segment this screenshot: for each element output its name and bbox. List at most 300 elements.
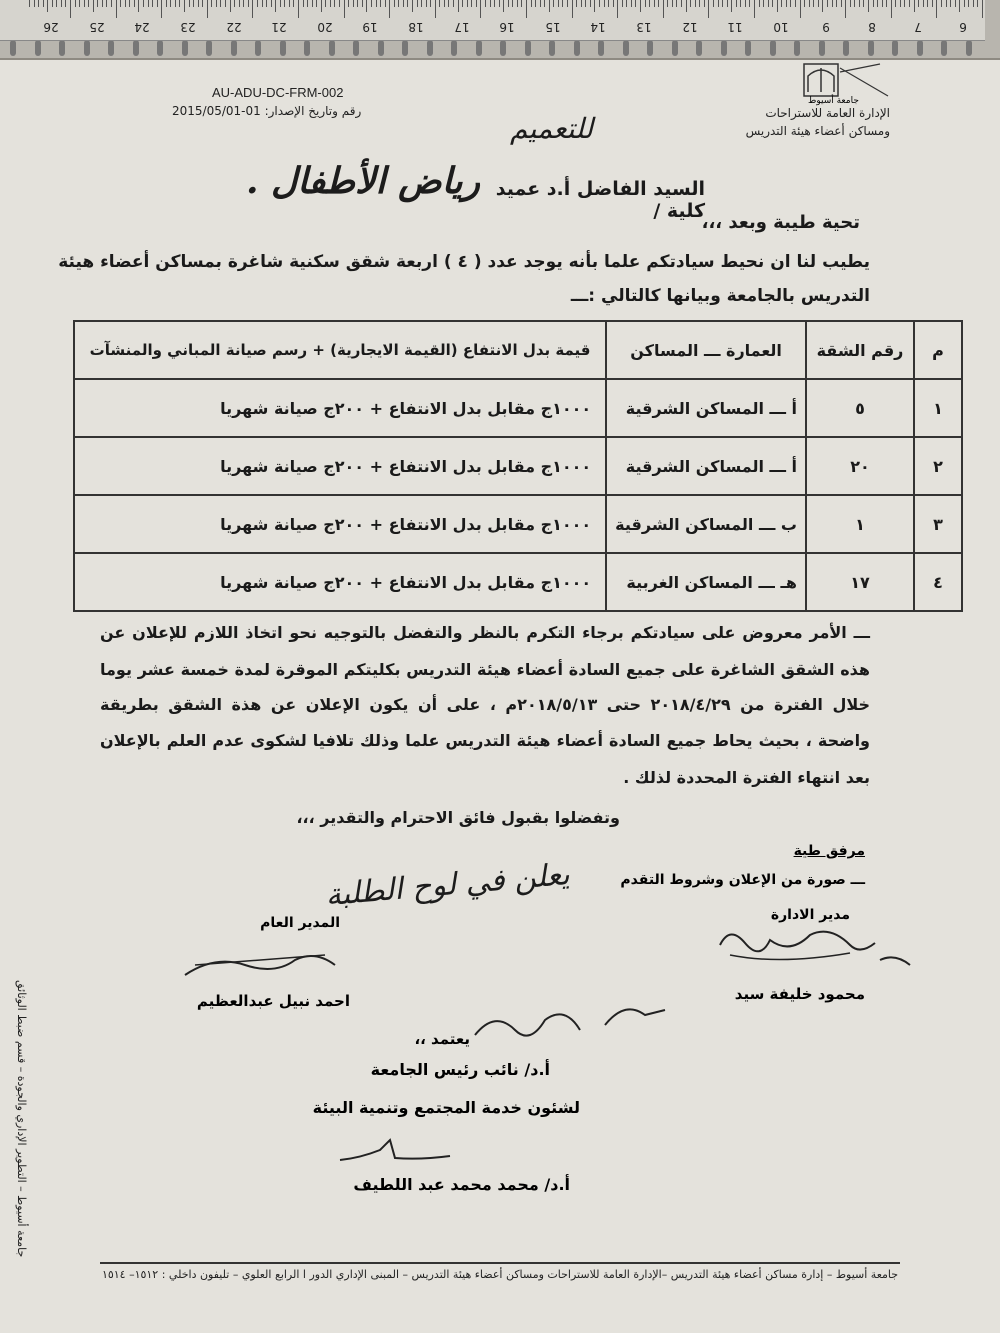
ruler-minor-tick	[695, 0, 696, 7]
table-body	[74, 379, 962, 611]
paragraph-line-2: هذه الشقق الشاغرة على جميع السادة أعضاء هيئة التدريس بكليتكم الموقرة لمدة خمسة عشر يوما	[100, 660, 870, 679]
ruler-minor-tick	[713, 0, 714, 7]
ruler-minor-tick	[562, 0, 563, 7]
clip-ring	[10, 40, 16, 56]
ruler-minor-tick	[763, 0, 764, 7]
ruler-number: 7	[913, 20, 922, 34]
ruler-number: 26	[43, 20, 59, 34]
clip-ring	[892, 40, 898, 56]
clip-ring	[353, 40, 359, 56]
ruler-minor-tick	[818, 0, 819, 7]
clip-ring	[182, 40, 188, 56]
ruler-minor-tick	[873, 0, 874, 7]
ruler-minor-tick	[189, 0, 190, 7]
apartments-table	[73, 320, 963, 612]
approval-label: يعتمد ،،	[414, 1030, 470, 1048]
ruler-major-tick	[982, 0, 983, 18]
ruler-minor-tick	[307, 0, 308, 7]
ruler-minor-tick	[366, 0, 367, 12]
ruler-minor-tick	[284, 0, 285, 7]
ruler-minor-tick	[439, 0, 440, 7]
ruler-minor-tick	[426, 0, 427, 7]
clip-ring	[745, 40, 751, 56]
ruler-minor-tick	[795, 0, 796, 7]
ruler-minor-tick	[75, 0, 76, 7]
ruler-minor-tick	[895, 0, 896, 7]
paragraph-line-3: خلال الفترة من ٢٠١٨/٤/٢٩ حتى ٢٠١٨/٥/١٣م ، على أن يكون الإعلان عن هذة الشقق بطريقة	[100, 695, 871, 714]
ruler-number: 11	[727, 20, 743, 34]
ruler-minor-tick	[549, 0, 550, 12]
approval-name: أ.د/ محمد محمد عبد اللطيف	[353, 1175, 570, 1194]
greeting: تحية طيبة وبعد ،،،	[701, 212, 860, 233]
ruler-minor-tick	[813, 0, 814, 7]
ruler-minor-tick	[521, 0, 522, 7]
ruler-minor-tick	[262, 0, 263, 7]
ruler-minor-tick	[690, 0, 691, 7]
ruler-minor-tick	[430, 0, 431, 7]
ruler-minor-tick	[868, 0, 869, 12]
ruler-minor-tick	[850, 0, 851, 7]
general-manager-name: احمد نبيل عبدالعظيم	[196, 992, 350, 1010]
ruler-minor-tick	[56, 0, 57, 7]
rent-value: ١٠٠٠ج مقابل بدل الانتفاع + ٢٠٠ج صيانة شهريا	[74, 495, 606, 553]
ruler-minor-tick	[909, 0, 910, 7]
ruler-minor-tick	[959, 0, 960, 12]
ruler-minor-tick	[946, 0, 947, 7]
ruler-minor-tick	[918, 0, 919, 7]
ruler-minor-tick	[220, 0, 221, 7]
building-name: أ ـــ المساكن الشرقية	[606, 379, 806, 437]
approval-signature	[455, 995, 675, 1055]
ruler-minor-tick	[503, 0, 504, 12]
apartment-number: ٥	[806, 379, 914, 437]
ruler-minor-tick	[608, 0, 609, 7]
ruler-minor-tick	[512, 0, 513, 7]
clip-ring	[476, 40, 482, 56]
ruler-minor-tick	[599, 0, 600, 7]
clip-ring	[280, 40, 286, 56]
issue-date-label: رقم وتاريخ الإصدار:	[264, 104, 362, 118]
clip-ring	[770, 40, 776, 56]
clip-ring	[549, 40, 555, 56]
ruler-minor-tick	[745, 0, 746, 7]
table-row	[74, 553, 962, 611]
clip-ring	[427, 40, 433, 56]
ruler-minor-tick	[941, 0, 942, 7]
clip-ring	[133, 40, 139, 56]
ruler-minor-tick	[120, 0, 121, 7]
ruler-major-tick	[344, 0, 345, 18]
intro-line-1: يطيب لنا ان نحيط سيادتكم علما بأنه يوجد عدد ( ٤ ) اربعة شقق سكنية شاغرة بمساكن أعضاء هيئة	[58, 252, 870, 272]
ruler-minor-tick	[977, 0, 978, 7]
ruler-minor-tick	[676, 0, 677, 7]
ruler-number: 19	[362, 20, 379, 34]
ruler-minor-tick	[736, 0, 737, 7]
ruler-minor-tick	[339, 0, 340, 7]
ruler-minor-tick	[467, 0, 468, 7]
apartment-number: ١	[806, 495, 914, 553]
clip-ring	[794, 40, 800, 56]
logo-caption: جامعة أسيوط	[808, 96, 859, 106]
ruler-number: 9	[822, 20, 831, 34]
ruler-minor-tick	[772, 0, 773, 7]
ruler-minor-tick	[585, 0, 586, 7]
ruler-minor-tick	[444, 0, 445, 7]
attachment-label: مرفق طية	[793, 843, 865, 859]
ruler-minor-tick	[380, 0, 381, 7]
ruler-major-tick	[708, 0, 709, 18]
clip-ring	[941, 40, 947, 56]
ruler-minor-tick	[471, 0, 472, 7]
ruler-minor-tick	[138, 0, 139, 12]
ruler-minor-tick	[531, 0, 532, 7]
ruler-minor-tick	[604, 0, 605, 7]
ruler-minor-tick	[900, 0, 901, 7]
ruler-minor-tick	[854, 0, 855, 7]
ruler-major-tick	[252, 0, 253, 18]
ruler-minor-tick	[955, 0, 956, 7]
clip-ring	[451, 40, 457, 56]
director-title: مدير الادارة	[770, 907, 850, 923]
ruler-minor-tick	[79, 0, 80, 7]
ruler-minor-tick	[448, 0, 449, 7]
ruler-minor-tick	[334, 0, 335, 7]
clip-ring	[966, 40, 972, 56]
ruler-minor-tick	[749, 0, 750, 7]
ruler-minor-tick	[316, 0, 317, 7]
ruler-major-tick	[845, 0, 846, 18]
ruler-minor-tick	[718, 0, 719, 7]
ruler-minor-tick	[88, 0, 89, 7]
ruler-number: 25	[89, 20, 105, 34]
building-name: هـ ـــ المساكن الغربية	[606, 553, 806, 611]
ruler-minor-tick	[211, 0, 212, 7]
ruler-minor-tick	[877, 0, 878, 7]
ruler-minor-tick	[357, 0, 358, 7]
ruler-minor-tick	[613, 0, 614, 7]
general-manager-signature	[175, 935, 355, 985]
ruler-number: 24	[134, 20, 151, 34]
ruler-minor-tick	[863, 0, 864, 7]
clip-ring	[59, 40, 65, 56]
ruler-number: 14	[590, 20, 607, 34]
ruler-minor-tick	[216, 0, 217, 7]
row-number: ١	[914, 379, 962, 437]
ruler-minor-tick	[198, 0, 199, 7]
ruler-number: 12	[681, 20, 698, 34]
ruler-major-tick	[572, 0, 573, 18]
rent-value: ١٠٠٠ج مقابل بدل الانتفاع + ٢٠٠ج صيانة شهريا	[74, 553, 606, 611]
ruler-minor-tick	[485, 0, 486, 7]
ruler-minor-tick	[202, 0, 203, 7]
clip-ring	[574, 40, 580, 56]
ruler-minor-tick	[704, 0, 705, 7]
ruler-minor-tick	[303, 0, 304, 7]
ruler-minor-tick	[47, 0, 48, 12]
ruler-minor-tick	[353, 0, 354, 7]
ruler-minor-tick	[257, 0, 258, 7]
ruler-minor-tick	[407, 0, 408, 7]
ruler-minor-tick	[973, 0, 974, 7]
ruler-minor-tick	[699, 0, 700, 7]
ruler-minor-tick	[458, 0, 459, 12]
clip-ring	[500, 40, 506, 56]
ruler-minor-tick	[52, 0, 53, 7]
ruler-minor-tick	[781, 0, 782, 7]
ruler-minor-tick	[622, 0, 623, 7]
table-header-row	[74, 321, 962, 379]
ruler-major-tick	[298, 0, 299, 18]
ruler-minor-tick	[184, 0, 185, 12]
form-code: AU-ADU-DC-FRM-002	[212, 85, 344, 100]
ruler-major-tick	[480, 0, 481, 18]
ruler-minor-tick	[65, 0, 66, 7]
ruler-minor-tick	[61, 0, 62, 7]
ruler-number: 18	[408, 20, 424, 34]
ruler-minor-tick	[667, 0, 668, 7]
ruler-minor-tick	[590, 0, 591, 7]
ruler-number: 21	[271, 20, 287, 34]
clip-ring	[304, 40, 310, 56]
ruler	[0, 0, 985, 41]
ruler-minor-tick	[152, 0, 153, 7]
ruler-minor-tick	[129, 0, 130, 7]
general-manager-title: المدير العام	[260, 915, 340, 931]
ruler-minor-tick	[134, 0, 135, 7]
ruler-minor-tick	[654, 0, 655, 7]
rent-value: ١٠٠٠ج مقابل بدل الانتفاع + ٢٠٠ج صيانة شهريا	[74, 437, 606, 495]
ruler-minor-tick	[234, 0, 235, 7]
clip-ring	[843, 40, 849, 56]
intro-line-2: التدريس بالجامعة وبيانها كالتالي :ـــ	[570, 286, 870, 306]
ruler-minor-tick	[640, 0, 641, 12]
ruler-minor-tick	[148, 0, 149, 7]
ruler-minor-tick	[93, 0, 94, 12]
row-number: ٣	[914, 495, 962, 553]
ruler-number: 10	[773, 20, 789, 34]
ruler-minor-tick	[672, 0, 673, 7]
ruler-major-tick	[800, 0, 801, 18]
ruler-minor-tick	[594, 0, 595, 12]
clip-ring	[819, 40, 825, 56]
rent-value: ١٠٠٠ج مقابل بدل الانتفاع + ٢٠٠ج صيانة شهريا	[74, 379, 606, 437]
handwritten-faculty: رياض الأطفال .	[245, 160, 480, 202]
ruler-minor-tick	[462, 0, 463, 7]
ruler-minor-tick	[394, 0, 395, 7]
ruler-minor-tick	[412, 0, 413, 12]
approval-title-2: لشئون خدمة المجتمع وتنمية البيئة	[312, 1098, 580, 1117]
building-name: ب ـــ المساكن الشرقية	[606, 495, 806, 553]
table-row	[74, 495, 962, 553]
ruler-minor-tick	[827, 0, 828, 7]
ruler-minor-tick	[886, 0, 887, 7]
ruler-minor-tick	[330, 0, 331, 7]
ruler-minor-tick	[125, 0, 126, 7]
org-line-2: ومساكن أعضاء هيئة التدريس	[745, 124, 890, 138]
ruler-major-tick	[70, 0, 71, 18]
ruler-minor-tick	[517, 0, 518, 7]
ruler-minor-tick	[193, 0, 194, 7]
ruler-minor-tick	[558, 0, 559, 7]
ruler-major-tick	[161, 0, 162, 18]
footer-text: جامعة أسيوط – إدارة مساكن أعضاء هيئة التدريس –الإدارة العامة للاستراحات ومساكن أعضاء هيئة التدريس – المبنى الإداري الدور ا الرابع العلوي – تليفون داخلي : ١٥١٢– ١٥١٤	[101, 1268, 899, 1281]
clip-ring	[35, 40, 41, 56]
ruler-minor-tick	[280, 0, 281, 7]
vice-president-signature	[330, 1130, 460, 1170]
footer-divider	[100, 1262, 900, 1264]
ruler-minor-tick	[686, 0, 687, 12]
ruler-number: 6	[959, 20, 968, 34]
ruler-minor-tick	[143, 0, 144, 7]
header-num: م	[914, 321, 962, 379]
ruler-minor-tick	[544, 0, 545, 7]
clip-ring	[647, 40, 653, 56]
ruler-minor-tick	[417, 0, 418, 7]
ruler-major-tick	[754, 0, 755, 18]
ruler-minor-tick	[649, 0, 650, 7]
ruler-minor-tick	[535, 0, 536, 7]
ruler-minor-tick	[635, 0, 636, 7]
ruler-minor-tick	[914, 0, 915, 12]
clip-ring	[402, 40, 408, 56]
ruler-minor-tick	[859, 0, 860, 7]
ruler-minor-tick	[325, 0, 326, 7]
ruler-minor-tick	[841, 0, 842, 7]
ruler-minor-tick	[312, 0, 313, 7]
ruler-minor-tick	[731, 0, 732, 12]
ruler-minor-tick	[321, 0, 322, 12]
ruler-major-tick	[526, 0, 527, 18]
clip-ring	[206, 40, 212, 56]
ruler-minor-tick	[508, 0, 509, 7]
ruler-minor-tick	[376, 0, 377, 7]
ruler-number: 13	[636, 20, 652, 34]
clip-ring	[672, 40, 678, 56]
ruler-minor-tick	[371, 0, 372, 7]
ruler-minor-tick	[248, 0, 249, 7]
clip-ring	[157, 40, 163, 56]
ruler-number: 17	[453, 20, 470, 34]
addressee-salutation: السيد الفاضل أ.د عميد كلية /	[495, 178, 705, 222]
ruler-minor-tick	[175, 0, 176, 7]
ruler-minor-tick	[631, 0, 632, 7]
header-value: قيمة بدل الانتفاع (القيمة الايجارية) + رسم صيانة المباني والمنشآت	[74, 321, 606, 379]
paragraph-line-5: بعد انتهاء الفترة المحددة لذلك .	[623, 768, 870, 787]
ruler-minor-tick	[759, 0, 760, 7]
ruler-minor-tick	[38, 0, 39, 7]
ruler-major-tick	[617, 0, 618, 18]
ruler-minor-tick	[179, 0, 180, 7]
ruler-minor-tick	[809, 0, 810, 7]
ruler-minor-tick	[239, 0, 240, 7]
ruler-minor-tick	[84, 0, 85, 7]
ruler-number: 20	[317, 20, 333, 34]
ruler-number: 8	[868, 20, 876, 34]
ruler-minor-tick	[490, 0, 491, 7]
ruler-minor-tick	[43, 0, 44, 7]
ruler-minor-tick	[230, 0, 231, 12]
handwritten-post-note: يعلن في لوح الطلبة	[324, 856, 571, 914]
ruler-major-tick	[389, 0, 390, 18]
apartment-number: ٢٠	[806, 437, 914, 495]
ruler-minor-tick	[822, 0, 823, 12]
ruler-minor-tick	[790, 0, 791, 7]
ruler-minor-tick	[494, 0, 495, 7]
ruler-minor-tick	[385, 0, 386, 7]
ruler-minor-tick	[576, 0, 577, 7]
ruler-minor-tick	[266, 0, 267, 7]
building-name: أ ـــ المساكن الشرقية	[606, 437, 806, 495]
ruler-minor-tick	[777, 0, 778, 12]
director-signature	[700, 915, 920, 980]
handwritten-circulate: للتعميم	[510, 112, 594, 145]
clip-ring	[84, 40, 90, 56]
ruler-minor-tick	[740, 0, 741, 7]
ruler-minor-tick	[804, 0, 805, 7]
ruler-minor-tick	[950, 0, 951, 7]
ruler-minor-tick	[102, 0, 103, 7]
ruler-minor-tick	[243, 0, 244, 7]
ruler-number: 15	[545, 20, 561, 34]
paragraph-line-1: ـــ الأمر معروض على سيادتكم برجاء التكرم بالنظر والتفضل بالتوجيه نحو اتخاذ اللازم للإعلان عن	[100, 623, 870, 642]
ruler-minor-tick	[540, 0, 541, 7]
clip-ring	[255, 40, 261, 56]
clip-ring	[108, 40, 114, 56]
ruler-minor-tick	[29, 0, 30, 7]
ruler-minor-tick	[722, 0, 723, 7]
clip-ring	[696, 40, 702, 56]
clip-ring	[598, 40, 604, 56]
ruler-minor-tick	[768, 0, 769, 7]
director-name: محمود خليفة سيد	[734, 985, 865, 1003]
ruler-major-tick	[116, 0, 117, 18]
ruler-minor-tick	[681, 0, 682, 7]
ruler-minor-tick	[421, 0, 422, 7]
ruler-minor-tick	[727, 0, 728, 7]
clip-ring	[623, 40, 629, 56]
ruler-minor-tick	[786, 0, 787, 7]
org-name	[746, 104, 890, 140]
issue-date-value: 2015/05/01-01	[172, 104, 261, 118]
ruler-minor-tick	[832, 0, 833, 7]
ruler-minor-tick	[453, 0, 454, 7]
ruler-minor-tick	[34, 0, 35, 7]
ruler-minor-tick	[106, 0, 107, 7]
clip-ring	[917, 40, 923, 56]
ruler-number: 22	[225, 20, 242, 34]
clip-ring	[721, 40, 727, 56]
row-number: ٤	[914, 553, 962, 611]
ruler-minor-tick	[403, 0, 404, 7]
ruler-minor-tick	[293, 0, 294, 7]
ruler-minor-tick	[275, 0, 276, 12]
ruler-minor-tick	[476, 0, 477, 7]
row-number: ٢	[914, 437, 962, 495]
margin-note: جامعة أسيوط – التطوير الإداري والجودة – قسم ضبط الوثائق	[15, 980, 28, 1258]
ruler-minor-tick	[626, 0, 627, 7]
ruler-minor-tick	[567, 0, 568, 7]
form-issue-date	[172, 104, 361, 118]
ruler-minor-tick	[170, 0, 171, 7]
ruler-minor-tick	[111, 0, 112, 7]
ruler-minor-tick	[362, 0, 363, 7]
org-line-1: الإدارة العامة للاستراحات	[765, 106, 890, 120]
ruler-major-tick	[891, 0, 892, 18]
clip-ring	[525, 40, 531, 56]
ruler-minor-tick	[271, 0, 272, 7]
header-building: العمارة ـــ المساكن	[606, 321, 806, 379]
ruler-minor-tick	[882, 0, 883, 7]
